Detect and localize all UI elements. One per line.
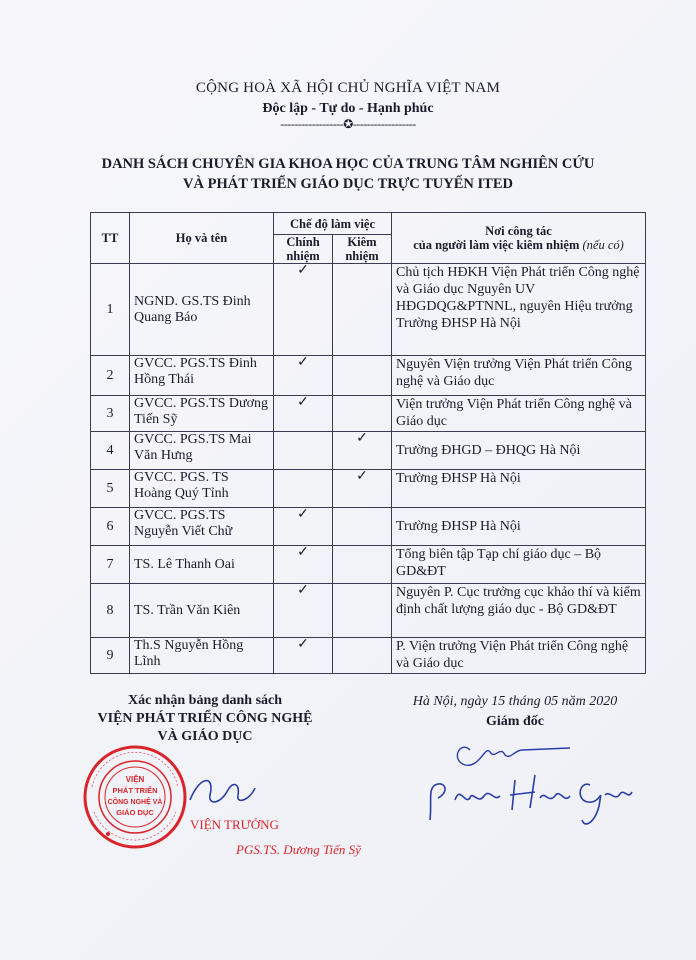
row-workplace: P. Viện trưởng Viện Phát triển Công nghệ và Giáo dục <box>392 638 646 674</box>
row-workplace: Nguyên Viện trưởng Viện Phát triển Công nghệ và Giáo dục <box>392 356 646 396</box>
col-header-name: Họ và tên <box>130 213 274 264</box>
row-name: TS. Trần Văn Kiên <box>130 584 274 638</box>
table-row <box>91 432 646 470</box>
row-concurrent-check <box>333 508 392 546</box>
row-tt: 4 <box>91 432 130 470</box>
row-main-check: ✓ <box>274 356 333 396</box>
row-tt: 6 <box>91 508 130 546</box>
table-row <box>91 264 646 356</box>
svg-text:VIỆN: VIỆN <box>125 775 145 784</box>
row-tt: 7 <box>91 546 130 584</box>
table-row <box>91 638 646 674</box>
col-header-tt: TT <box>91 213 130 264</box>
col-header-concurrent: Kiêm nhiệm <box>333 235 392 264</box>
stamp-title: VIỆN TRƯỞNG <box>190 817 279 832</box>
col-header-main: Chính nhiệm <box>274 235 333 264</box>
svg-text:CÔNG NGHỆ VÀ: CÔNG NGHỆ VÀ <box>107 799 163 806</box>
manager-signature-icon <box>410 730 640 840</box>
row-tt: 3 <box>91 396 130 432</box>
row-concurrent-check: ✓ <box>333 432 392 470</box>
row-name: GVCC. PGS.TS Nguyễn Viết Chữ <box>130 508 274 546</box>
country-name: CỘNG HOÀ XÃ HỘI CHỦ NGHĨA VIỆT NAM <box>195 80 501 96</box>
row-tt: 5 <box>91 470 130 508</box>
confirmation-label: Xác nhận bảng danh sách <box>127 693 283 708</box>
date-line: Hà Nội, ngày 15 tháng 05 năm 2020 <box>412 694 618 709</box>
row-name: Th.S Nguyễn Hồng Lĩnh <box>130 638 274 674</box>
experts-table <box>90 212 646 674</box>
row-concurrent-check <box>333 584 392 638</box>
row-concurrent-check <box>333 264 392 356</box>
row-tt: 1 <box>91 264 130 356</box>
institute-name-line-1: VIỆN PHÁT TRIỂN CÔNG NGHỆ <box>97 711 313 726</box>
table-row <box>91 356 646 396</box>
row-name: NGND. GS.TS Đinh Quang Báo <box>130 264 274 356</box>
row-tt: 8 <box>91 584 130 638</box>
row-concurrent-check <box>333 546 392 584</box>
row-main-check: ✓ <box>274 264 333 356</box>
row-workplace: Chủ tịch HĐKH Viện Phát triển Công nghệ và Giáo dục Nguyên UV HĐGDQG&PTNNL, nguyên Hiệu trưởng Trường ĐHSP Hà Nội <box>392 264 646 356</box>
table-row <box>91 546 646 584</box>
document-title <box>0 154 696 194</box>
table-row <box>91 470 646 508</box>
national-motto: Độc lập - Tự do - Hạnh phúc <box>262 101 434 116</box>
row-concurrent-check <box>333 396 392 432</box>
table-row <box>91 396 646 432</box>
row-tt: 2 <box>91 356 130 396</box>
table-row <box>91 508 646 546</box>
row-main-check <box>274 432 333 470</box>
row-name: GVCC. PGS.TS Đinh Hồng Thái <box>130 356 274 396</box>
header-divider: ------------------✪------------------ <box>280 117 416 131</box>
title-line-1: DANH SÁCH CHUYÊN GIA KHOA HỌC CỦA TRUNG TÂM NGHIÊN CỨU <box>101 156 595 172</box>
row-workplace: Nguyên P. Cục trưởng cục khảo thí và kiểm định chất lượng giáo dục - Bộ GD&ĐT <box>392 584 646 638</box>
signer-role: Giám đốc <box>486 714 544 729</box>
row-main-check: ✓ <box>274 546 333 584</box>
row-tt: 9 <box>91 638 130 674</box>
confirmation-block <box>60 692 350 746</box>
director-signature-icon <box>180 770 300 820</box>
row-concurrent-check <box>333 356 392 396</box>
row-workplace: Trường ĐHGD – ĐHQG Hà Nội <box>392 432 646 470</box>
row-workplace: Tổng biên tập Tạp chí giáo dục – Bộ GD&ĐT <box>392 546 646 584</box>
signature-block <box>370 692 660 732</box>
row-main-check: ✓ <box>274 584 333 638</box>
row-workplace: Trường ĐHSP Hà Nội <box>392 470 646 508</box>
row-workplace: Viện trưởng Viện Phát triển Công nghệ và Giáo dục <box>392 396 646 432</box>
row-main-check: ✓ <box>274 638 333 674</box>
institute-name-line-2: VÀ GIÁO DỤC <box>157 729 253 744</box>
row-name: TS. Lê Thanh Oai <box>130 546 274 584</box>
row-name: GVCC. PGS.TS Mai Văn Hưng <box>130 432 274 470</box>
stamp-name: PGS.TS. Dương Tiến Sỹ <box>236 842 361 857</box>
svg-text:PHÁT TRIỂN: PHÁT TRIỂN <box>112 786 158 795</box>
col-header-workplace <box>392 213 646 264</box>
workplace-header-sub: của người làm việc kiêm nhiệm <box>413 238 580 252</box>
row-concurrent-check: ✓ <box>333 470 392 508</box>
workplace-header-note: (nếu có) <box>582 238 624 252</box>
row-workplace: Trường ĐHSP Hà Nội <box>392 508 646 546</box>
table-row <box>91 584 646 638</box>
row-main-check <box>274 470 333 508</box>
row-name: GVCC. PGS.TS Dương Tiến Sỹ <box>130 396 274 432</box>
row-concurrent-check <box>333 638 392 674</box>
workplace-header-label: Nơi công tác <box>485 224 552 238</box>
col-header-mode: Chế độ làm việc <box>274 213 392 235</box>
title-line-2: VÀ PHÁT TRIỂN GIÁO DỤC TRỰC TUYẾN ITED <box>183 176 513 192</box>
row-main-check: ✓ <box>274 396 333 432</box>
svg-text:GIÁO DỤC: GIÁO DỤC <box>116 808 154 817</box>
row-name: GVCC. PGS. TS Hoàng Quý Tỉnh <box>130 470 274 508</box>
row-main-check: ✓ <box>274 508 333 546</box>
